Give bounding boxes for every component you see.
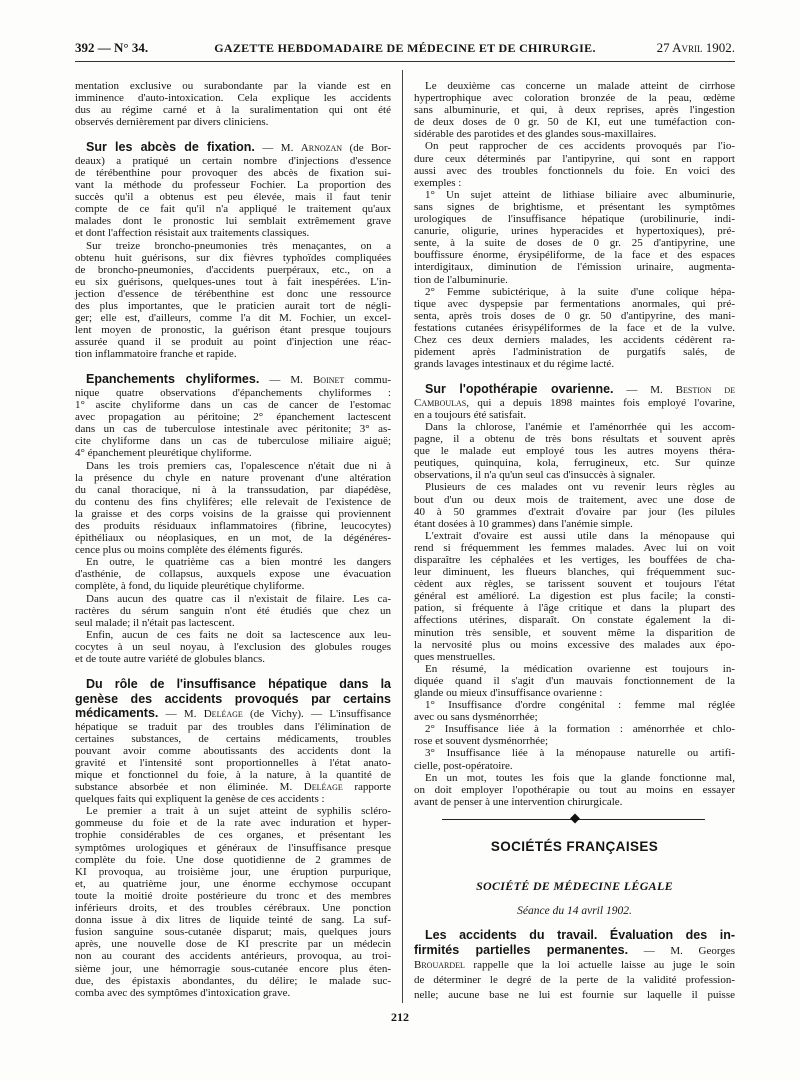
society-name-block (414, 878, 735, 894)
continuation-block (75, 80, 391, 128)
text-line: disparaître les céphalées et les vertiges, les bouffées de cha- (414, 553, 735, 566)
text-line: ques menstruelles. (414, 650, 496, 663)
text-line: imminence d'auto-intoxication. Cela explique les accidents (75, 92, 391, 105)
text-line: succès qu'il a obtenus est peu élevée, mais il faut tenir (75, 191, 391, 204)
text-run: (de Vichy). — L'insuffisance (242, 708, 392, 721)
text-line: donna issue à dix litres de liquide teinté de sang. La suf- (75, 914, 391, 927)
paragraph-block (414, 421, 735, 481)
text-line: Enfin, aucun de ces faits ne doit sa lactescence aux leu- (86, 628, 391, 641)
text-line: cielle, post-opératoire. (414, 759, 513, 772)
text-line: 2° Femme subictérique, à la suite d'une colique hépa- (425, 285, 735, 298)
section-block (75, 372, 391, 459)
text-line: assurée quand il se produit au point d'injection une réac- (75, 336, 391, 349)
text-line: malades dont le pronostic lui semblait extrêmement grave (75, 215, 391, 228)
paragraph-block (75, 240, 391, 361)
text-line: 1° ascite chyliforme dans un cas de cancer de l'estomac (75, 399, 391, 412)
text-line: dure ceux déterminés par l'antipyrine, qui sont en rapport (414, 152, 735, 165)
text-line: rose et souvent dysménorrhée; (414, 735, 549, 748)
paragraph-block (414, 723, 735, 747)
page-signature: 212 (391, 1010, 409, 1024)
text-line: et dont l'affection résistait aux traitements classiques. (75, 227, 310, 240)
text-line: sans signes de brightisme, et présentant les symptômes (414, 200, 735, 213)
text-line: aussi avec des troubles fonctionnels du foie. En voici des (414, 164, 735, 177)
text-run: — M. (254, 142, 301, 155)
issue-date: 27 Avril 1902. (656, 40, 735, 55)
text-line: de deux doses de 0 gr. 50 de KI, eut une tuméfaction con- (414, 116, 735, 129)
text-line: eu six guérisons, quelques-unes tout à fait inespérées. L'in- (75, 275, 391, 288)
paragraph-block (414, 189, 735, 286)
text-line: pidement après l'administration de purgatifs salés, de (414, 346, 735, 359)
text-line: rend si fréquemment les femmes malades. Avec lui on voit (414, 541, 735, 554)
text-line: Le premier a trait à un sujet atteint de syphilis scléro- (86, 805, 391, 818)
text-line: lent moyen de pronostic, la guérison étant presque toujours (75, 324, 391, 337)
paragraph-block (75, 556, 391, 592)
text-line: tion de l'albuminurie. (414, 273, 508, 286)
text-line: Dans la chlorose, l'anémie et l'aménorrhée qui les accom- (425, 420, 735, 433)
text-line: cocytes à un seul noyau, à l'exclusion des globules rouges (75, 640, 391, 653)
text-line: épithéliaux ou néoplasiques, en un mot, de la dégénéres- (75, 532, 391, 545)
text-line: mique et fonctionnel du foie, à la nature, à la quantité de (75, 769, 391, 781)
text-line: obtenu huit guérisons, sur dix fièvres typhoïdes compliquées (75, 251, 391, 264)
text-line: canurie, oligurie, urines hyperacides et hypertoxiques), pré- (414, 225, 735, 238)
text-line (75, 781, 391, 793)
text-line: urologiques de l'insuffisance hépatique (urobilinurie, indi- (414, 213, 735, 226)
text-line: affections utérines, disparaît. On constate également la di- (414, 614, 735, 627)
text-line: nelle; aucune base ne lui est fournie sur laquelle il puisse (414, 988, 735, 1001)
text-line: ractères du sérum sanguin n'ont été étudiés que chez un (75, 604, 391, 617)
text-run: (de Bor- (342, 142, 391, 155)
text-line: en a toujours été satisfait. (414, 408, 527, 421)
society-name: SOCIÉTÉ DE MÉDECINE LÉGALE (476, 878, 673, 893)
section-title: genèse des accidents provoqués par certains (75, 691, 391, 706)
text-line: avec propagation au péritoine; 2° épanchement lactescent (75, 411, 391, 424)
column-divider (402, 70, 403, 1003)
header-rule (75, 61, 735, 62)
text-line: que le malade eut employé tous les autres moyens théra- (414, 445, 735, 458)
text-line: peutiques, quinquina, kola, ferrugineux, etc. Sur quinze (414, 457, 735, 470)
text-line: leur diminuent, les flueurs blanches, qui fréquemment suc- (414, 566, 735, 579)
section-title: Les accidents du travail. Évaluation des in- (425, 927, 735, 942)
text-line (75, 140, 391, 155)
text-line: la nervosité plus ou moins excessive des malades aux épo- (414, 638, 735, 651)
text-line: de térébenthine pour provoquer des abcès de fixation sui- (75, 166, 391, 179)
text-line: En outre, le quatrième cas a bien montré les dangers (86, 556, 391, 569)
text-line: sente, à la suite de doses de 0 gr. 25 d'antipyrine, une (414, 237, 735, 250)
author-name: Bestion de (675, 384, 735, 397)
section-title: médicaments. (75, 706, 159, 721)
text-line: En résumé, la médication ovarienne est toujours in- (425, 662, 735, 675)
text-line: interdigitaux, diminution de l'émission urinaire, augmenta- (414, 261, 735, 274)
text-line (414, 382, 735, 397)
text-line: KI provoqua, au troisième jour, une éruption purpurique, (75, 865, 391, 878)
text-line: hypertrophique avec coloration bronzée de la peau, œdème (414, 92, 735, 105)
text-line: sidérable des parotides et des glandes sous-maxillaires. (414, 128, 657, 141)
author-name: Deléage (203, 708, 243, 721)
text-line: 4° épanchement pleurétique chyliforme. (75, 447, 252, 460)
text-line: certaines substances, de certains médicaments, troubles (75, 732, 391, 745)
section-block (414, 928, 735, 1003)
text-line (414, 397, 735, 409)
text-line: symptômes urologiques et généraux de l'insuffisance presque (75, 841, 391, 854)
text-run: rapporte (342, 781, 391, 794)
text-line: Dans les trois premiers cas, l'opalescence n'était due ni à (86, 459, 391, 472)
text-line: nique quatre observations d'épanchements chyliformes : (75, 386, 391, 399)
text-line: et, au quatrième jour, une énorme ecchymose occupant (75, 877, 391, 890)
text-line: sans albuminurie, et qui, à deux reprises, après l'ingestion (414, 104, 735, 117)
text-line: due, des épistaxis abondantes, du délire; le malade suc- (75, 974, 391, 987)
text-line: complète, à fond, du liquide pleurétique chyliforme. (75, 580, 305, 593)
section-title: Sur les abcès de fixation. (86, 140, 255, 155)
text-line: bout d'un ou deux mois de traitement, avec une dose de (414, 493, 735, 506)
author-name: Arnozan (300, 142, 343, 155)
text-line: jection d'essence de térébenthine est donc une ressource (75, 287, 391, 300)
text-line: glande ou mieux d'insuffisance ovarienne : (414, 687, 603, 699)
text-line: compte de ce fait qu'il n'a appliqué le traitement qu'aux (75, 203, 391, 216)
text-line: On peut rapprocher de ces accidents provoqués par l'io- (425, 140, 735, 153)
text-line: des produits résiduaux inflammatoires (fibrine, leucocytes) (75, 520, 391, 532)
section-title: Sur l'opothérapie ovarienne. (425, 382, 614, 397)
section-block (75, 677, 391, 805)
text-line: deaux) a pratiqué un certain nombre d'injections d'essence (75, 154, 391, 167)
text-line: 1° Insuffisance d'ordre congénital : femme mal réglée (425, 699, 735, 712)
text-line: pagne, il a obtenu de très bons résultats et souvent après (414, 433, 735, 446)
text-line: de broncho-pneumonies, d'accidents puerpéraux, etc., on a (75, 263, 391, 276)
text-line (75, 372, 391, 387)
ornament-block (414, 812, 735, 826)
text-line: cèdent aux règles, se tarissent souvent et toujours l'état (414, 578, 735, 591)
text-run: , qui a depuis 1898 maintes fois employé l'ovarine, (466, 396, 735, 409)
text-run: — M. (259, 374, 313, 387)
text-line: diquée quand il s'agit d'un mauvais fonctionnement de la (414, 674, 735, 687)
journal-title: GAZETTE HEBDOMADAIRE DE MÉDECINE ET DE CHIRURGIE. (214, 41, 596, 55)
text-line: fusion sanguine sous-cutanée disparut; mais, quelques jours (75, 926, 391, 939)
text-line: mentation exclusive ou surabondante par la viande est en (75, 80, 391, 92)
text-line: inférieurs droits, et des troubles cérébraux. Une ponction (75, 902, 391, 915)
text-line: pation, si fréquente à l'âge critique et dans la plupart des (414, 602, 735, 615)
text-line: 1° Un sujet atteint de lithiase biliaire avec albuminurie, (425, 188, 735, 201)
paragraph-block (414, 747, 735, 771)
text-line: cite chyliforme dans un cas de tuberculose miliaire aiguë; (75, 435, 391, 448)
paragraph-block (414, 481, 735, 529)
text-line: 3° Insuffisance liée à la ménopause naturelle ou artifi- (425, 747, 735, 760)
paragraph-block (414, 699, 735, 723)
text-line: sième jour, une hémorragie sous-cutanée encore plus éten- (75, 962, 391, 975)
text-line: Sur treize broncho-pneumonies très menaçantes, on a (86, 239, 391, 252)
text-line: minution très sensible, et souvent même la disparition de (414, 626, 735, 639)
page-folio: 392 — N° 34. (75, 40, 149, 55)
paragraph-block (414, 286, 735, 371)
text-line: quelques faits qui expliquent la genèse de ces accidents : (75, 793, 325, 806)
paragraph-block (75, 805, 391, 999)
text-line: vant la méthode du professeur Fochier. La proportion des (75, 179, 391, 192)
society-header: SOCIÉTÉS FRANÇAISES (490, 838, 659, 854)
text-line: non au courant des accidents antérieurs, provoqua, au troi- (75, 950, 391, 963)
session-date-block (414, 904, 735, 918)
text-line (414, 958, 735, 973)
text-line: comba avec des symptômes d'intoxication grave. (75, 986, 291, 999)
text-run: substance absorbée et non éliminée. M. (75, 781, 304, 794)
paragraph-block (414, 140, 735, 188)
running-header (75, 40, 735, 56)
text-line: des plus importantes, que le praticien aurait tort de négli- (75, 300, 391, 312)
text-line: L'extrait d'ovaire est aussi utile dans la ménopause qui (425, 529, 735, 542)
text-line: gommeuse du foie et de la rate avec induration et hyper- (75, 817, 391, 830)
text-line: exemples : (414, 176, 462, 189)
text-line (75, 692, 391, 707)
text-line: Chez ces deux derniers malades, les accidents cédèrent ra- (414, 333, 735, 346)
text-line: de déterminer le degré de la perte de la validité profession- (414, 973, 735, 986)
text-line: observés dernièrement par divers cliniciens. (75, 116, 269, 129)
text-line: En un mot, toutes les fois que la glande fonctionne mal, (425, 771, 735, 784)
text-line: Plusieurs de ces malades ont vu revenir leurs règles au (425, 481, 735, 494)
text-line: hépatique se traduit par des troubles dans l'élimination de (75, 720, 391, 733)
text-line (414, 943, 735, 958)
text-line: dus au régime carné et à la suralimentation qui ont été (75, 104, 391, 117)
text-line: Le deuxième cas concerne un malade atteint de cirrhose (425, 80, 735, 92)
text-line: festations cutanées érisypéliformes de la face et de la vulve. (414, 321, 735, 334)
text-line: toute la moitié droite postérieure du tronc et des membres (75, 889, 391, 902)
text-line: observations, il n'a qu'un seul cas d'insuccès à signaler. (414, 469, 656, 482)
text-line: grands lavages intestinaux et du régime lacté. (414, 358, 615, 371)
author-name: Camboulas (414, 396, 467, 409)
text-line: on doit employer l'opothérapie ou tout au moins en essayer (414, 783, 735, 796)
text-line (75, 677, 391, 692)
section-block (414, 382, 735, 421)
section-block (75, 140, 391, 239)
paragraph-block (414, 530, 735, 663)
text-line: complète du foie. Une dose quotidienne de 2 grammes de (75, 853, 391, 866)
text-run: — M. (158, 708, 204, 721)
text-line: du canal thoracique, ni à la transsudation, par diapédèse, (75, 483, 391, 496)
session-date: Séance du 14 avril 1902. (517, 904, 632, 917)
paragraph-block (75, 593, 391, 629)
text-line: avant de penser à une intervention chirurgicale. (414, 795, 623, 808)
text-line: seul malade; il n'était pas lactescent. (75, 616, 235, 629)
text-line: bouffissure énorme, érysipéliforme, de la face et des espaces (414, 249, 735, 262)
paragraph-block (75, 460, 391, 557)
text-line: trophie considérables de ces organes, et présentant les (75, 829, 391, 842)
right-column (414, 80, 735, 1003)
text-line: du contenu des fins chylifères; elle relevait de l'existence de (75, 495, 391, 508)
text-run: rappelle que la loi actuelle laisse au juge le soin (464, 958, 735, 971)
text-line: Dans aucun des quatre cas il n'existait de filaire. Les ca- (86, 592, 391, 605)
section-title: firmités partielles permanentes. (414, 942, 629, 957)
paragraph-block (414, 80, 735, 140)
text-line: général est amélioré. La digestion est plus facile; la consti- (414, 590, 735, 603)
text-line: la présence du chyle en nature provenant d'une altération (75, 471, 391, 484)
section-title: Du rôle de l'insuffisance hépatique dans la (86, 677, 391, 692)
text-line (414, 928, 735, 943)
text-line: et de toute autre variété de globules blancs. (75, 653, 265, 666)
paragraph-block (414, 772, 735, 808)
text-run: commu- (344, 374, 391, 387)
text-line: tion inflammatoire franche et rapide. (75, 348, 237, 361)
society-header-block (414, 838, 735, 856)
text-line: dans un cas de tuberculose intestinale avec péritonite; 3° as- (75, 423, 391, 436)
ornament-diamond-icon (570, 813, 580, 823)
left-column (75, 80, 391, 999)
text-line: senta, après trois doses de 0 gr. 50 d'antipyrine, des mani- (414, 309, 735, 322)
text-line: 2° Insuffisance liée à la formation : aménorrhée et chlo- (425, 723, 735, 736)
section-title: Epanchements chyliformes. (86, 372, 260, 387)
text-line: gravité et l'intensité sont proportionnelles à l'état anato- (75, 756, 391, 769)
text-run: — M. Georges (628, 944, 736, 957)
text-line: étant dosées à 10 grammes) dans l'anémie simple. (414, 517, 633, 530)
text-line: tique avec dyspepsie par fermentations anormales, qui pré- (414, 297, 735, 310)
text-line: d'asthénie, de collapsus, auxquels expose une évacuation (75, 568, 391, 581)
text-line: après, une nouvelle dose de KI prescrite par un médecin (75, 938, 391, 951)
author-name: Deléage (303, 781, 343, 794)
text-line: cence plus ou moins complète des éléments figurés. (75, 544, 303, 557)
author-name: Boinet (312, 374, 345, 387)
text-line (75, 706, 391, 721)
paragraph-block (414, 663, 735, 699)
paragraph-block (75, 629, 391, 665)
text-line: pouvant avoir comme aboutissants des accidents dont la (75, 744, 391, 757)
text-line: ger; elle est, d'ailleurs, comme l'a dit M. Fochier, un excel- (75, 312, 391, 325)
text-line: 40 à 50 grammes d'extrait d'ovaire par jour (les pilules (414, 505, 735, 518)
text-line: avec ou sans dysménorrhée; (414, 711, 538, 724)
text-line: la graisse et des corps voisins de la graisse qui proviennent (75, 507, 391, 520)
text-run: — M. (613, 384, 676, 397)
author-name: Brouardel (414, 958, 465, 971)
